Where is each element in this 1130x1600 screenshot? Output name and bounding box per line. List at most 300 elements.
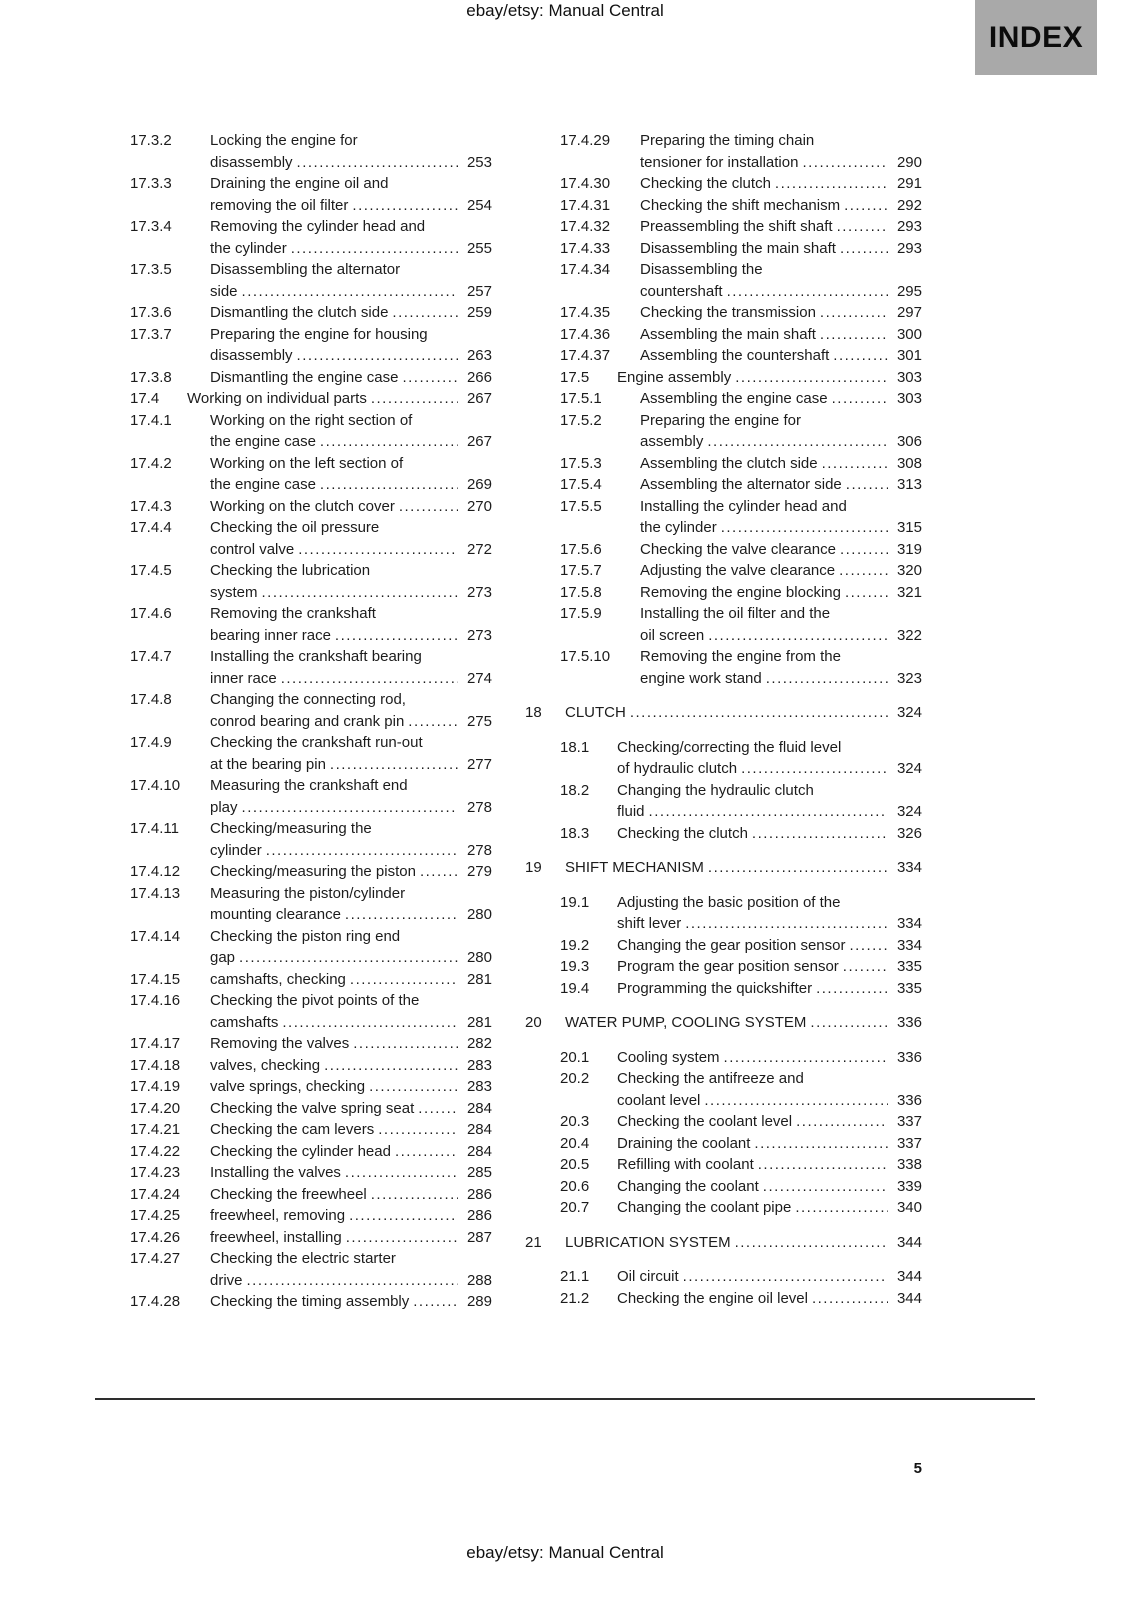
toc-entry-title: Checking/measuring the piston [210,863,416,880]
toc-entry-title: Working on the left section of [210,454,404,472]
toc-entry-line [640,195,922,217]
toc-entry-number: 17.5 [560,368,590,386]
toc-entry-number: 17.3.7 [130,325,172,343]
toc-entry-line [210,582,492,604]
dot-leader [795,1197,888,1219]
toc-entry-title: Checking the pivot points of the [210,992,420,1009]
dot-leader [763,1176,888,1198]
toc-entry [525,1176,922,1198]
toc-entry-title-block [617,367,922,389]
toc-entry-page: 273 [466,626,492,644]
dot-leader [820,302,888,324]
toc-entry-title: camshafts [210,1013,279,1031]
toc-entry-page: 295 [896,282,922,300]
toc-entry-page: 320 [896,562,922,579]
toc-entry-number: 17.4.20 [130,1099,181,1117]
toc-entry-title: Checking the electric starter [210,1250,396,1267]
toc-entry-line [210,904,492,926]
dot-leader [727,281,888,303]
toc-entry-title: Locking the engine for [210,132,358,149]
dot-leader [320,474,458,496]
toc-entry-page: 284 [466,1121,492,1138]
toc-entry-line [617,1266,922,1288]
toc-entry-title-block [210,130,492,173]
dot-leader [735,367,888,389]
toc-entry-number: 18 [525,704,542,721]
dot-leader [683,1266,888,1288]
toc-entry-number: 17.4.1 [130,411,172,429]
toc-entry-page: 344 [896,1289,922,1307]
dot-leader [758,1154,888,1176]
dot-leader [766,668,888,690]
toc-entry [95,883,492,926]
toc-entry [525,388,922,410]
dot-leader [844,195,888,217]
toc-entry [525,1068,922,1111]
toc-entry [95,388,492,410]
toc-entry [95,324,492,367]
toc-entry-title-block [617,1197,922,1219]
toc-entry-title: freewheel, removing [210,1207,346,1224]
toc-entry-line [210,431,492,453]
toc-entry-line [617,1154,922,1176]
toc-entry-title: Checking the shift mechanism [640,196,841,214]
dot-leader [353,1033,458,1055]
toc-entry-title-block [640,195,922,217]
toc-entry-title-block [617,978,922,1000]
toc-entry-line [210,1291,492,1313]
toc-entry-title: Changing the coolant pipe [617,1199,792,1216]
toc-entry [525,1288,922,1310]
toc-entry-number: 17.5.10 [560,648,611,665]
dot-leader [298,539,458,561]
toc-entry-number: 17.4.10 [130,777,181,794]
toc-entry-number: 17.3.2 [130,132,172,149]
toc-entry [525,892,922,935]
toc-entry [525,216,922,238]
toc-entry-title: of hydraulic clutch [617,760,738,777]
dot-leader [335,625,458,647]
toc-entry-number: 17.4.28 [130,1293,181,1310]
toc-entry-line [617,758,922,780]
toc-entry-title: Preparing the timing chain [640,132,815,149]
toc-entry-title: Installing the crankshaft bearing [210,648,422,665]
table-of-contents [95,130,922,1313]
toc-entry-page: 336 [896,1014,922,1031]
toc-entry [525,345,922,367]
toc-entry [95,861,492,883]
toc-entry-page: 306 [896,433,922,450]
toc-entry-page: 324 [896,760,922,777]
toc-entry-page: 334 [896,859,922,876]
toc-entry-line [210,797,492,819]
toc-entry-line [640,388,922,410]
toc-entry-page: 275 [466,712,492,730]
toc-entry-number: 17.3.6 [130,304,172,321]
toc-entry-title-block [640,130,922,173]
toc-entry-title: Checking the clutch [617,824,748,842]
toc-entry-page: 272 [466,540,492,558]
dot-leader [239,947,458,969]
toc-entry-line [210,1119,492,1141]
toc-entry-title: Working on the clutch cover [210,497,395,515]
dot-leader [704,1090,888,1112]
toc-entry [95,1184,492,1206]
toc-entry-title-block [210,689,492,732]
toc-entry-line [640,453,922,475]
toc-entry-page: 282 [466,1035,492,1052]
toc-entry-title: valve springs, checking [210,1078,366,1095]
toc-entry-line [640,646,922,668]
toc-entry-title-block [640,474,922,496]
toc-entry-title-block [640,173,922,195]
toc-entry-title: Refilling with coolant [617,1156,754,1173]
toc-entry-title-block [640,410,922,453]
toc-entry-title: shift lever [617,915,682,932]
toc-entry-title-block [210,1248,492,1291]
toc-entry-title-block [210,216,492,259]
toc-entry-number: 17.4.9 [130,734,172,751]
toc-entry-number: 17.4.25 [130,1207,181,1224]
toc-entry-number: 17.5.9 [560,605,602,622]
toc-entry [95,367,492,389]
toc-entry-title: Preassembling the shift shaft [640,218,833,235]
dot-leader [420,861,458,883]
toc-entry-line [210,689,492,711]
toc-entry-line [210,539,492,561]
toc-entry-page: 326 [896,824,922,842]
toc-entry-line [640,281,922,303]
toc-entry-title: Removing the engine from the [640,648,841,665]
toc-entry [525,453,922,475]
toc-entry-title: control valve [210,540,295,558]
toc-entry-page: 281 [466,1013,492,1031]
toc-entry-title: Removing the cylinder head and [210,218,426,235]
toc-entry-title-block [210,302,492,324]
toc-entry-line [210,861,492,883]
toc-entry-line [640,410,922,432]
dot-leader [330,754,458,776]
dot-leader [392,302,458,324]
toc-entry-title: drive [210,1271,243,1289]
toc-entry-number: 17.4.14 [130,927,181,945]
toc-entry-line [210,1270,492,1292]
dot-leader [402,367,458,389]
dot-leader [291,238,458,260]
toc-entry-number: 17.4.15 [130,970,181,988]
toc-entry [525,1047,922,1069]
toc-entry-line [617,1176,922,1198]
toc-entry-title-block [617,1068,922,1111]
toc-entry-line [210,668,492,690]
toc-entry [525,1111,922,1133]
toc-entry-line [617,737,922,759]
toc-entry-line [210,1076,492,1098]
dot-leader [775,173,888,195]
toc-entry-title-block [640,539,922,561]
footer-divider [95,1398,1035,1400]
toc-entry-line [617,1068,922,1090]
toc-entry-number: 17.4.27 [130,1250,181,1267]
toc-entry-title-block [617,1111,922,1133]
toc-entry [525,560,922,582]
toc-entry-title: Preparing the engine for housing [210,325,428,343]
toc-entry-title-block [210,926,492,969]
toc-entry-line [210,1162,492,1184]
dot-leader [822,453,888,475]
toc-entry-title-block [210,1076,492,1098]
toc-entry-title: at the bearing pin [210,755,326,773]
toc-entry-line [210,1141,492,1163]
toc-entry-line [640,130,922,152]
toc-entry-line [617,801,922,823]
toc-entry-title-block [210,1227,492,1249]
toc-entry-title-block [565,1232,922,1254]
toc-entry-page: 322 [896,626,922,644]
toc-entry-number: 17.5.1 [560,390,602,407]
toc-entry-title: Checking the engine oil level [617,1289,808,1307]
page-number: 5 [913,1460,922,1477]
toc-entry-page: 323 [896,669,922,687]
toc-entry-number: 20.1 [560,1048,590,1066]
toc-entry [525,1266,922,1288]
toc-entry-title: Changing the coolant [617,1177,759,1195]
toc-entry-line [617,367,922,389]
toc-entry [525,539,922,561]
toc-entry-title: system [210,583,258,601]
dot-leader [741,758,888,780]
toc-entry [525,259,922,302]
toc-entry-number: 17.4.35 [560,304,611,321]
toc-entry-page: 293 [896,218,922,235]
toc-entry-number: 17.4.13 [130,884,181,902]
toc-entry-number: 18.3 [560,824,590,842]
toc-entry-line [640,496,922,518]
toc-chapter-entry [525,702,922,724]
toc-entry-title: Draining the engine oil and [210,175,389,192]
dot-leader [369,1076,458,1098]
toc-entry-page: 336 [896,1091,922,1109]
toc-entry-number: 20 [525,1014,542,1031]
toc-entry-title-block [617,823,922,845]
toc-entry-line [210,238,492,260]
toc-entry-title-block [640,324,922,346]
toc-entry-line [640,238,922,260]
toc-entry [95,646,492,689]
toc-entry-title-block [640,560,922,582]
toc-entry [95,216,492,259]
toc-entry-line [617,1090,922,1112]
toc-entry-line [640,474,922,496]
toc-entry-number: 17.4.4 [130,519,172,536]
toc-entry-line [210,840,492,862]
toc-entry-title-block [210,259,492,302]
dot-leader [320,431,458,453]
toc-entry-line [210,926,492,948]
toc-entry [95,560,492,603]
toc-entry-title: Dismantling the engine case [210,368,399,386]
toc-entry-line [640,259,922,281]
toc-entry-title: gap [210,949,236,966]
toc-entry-line [617,1197,922,1219]
toc-entry-page: 284 [466,1099,492,1117]
toc-entry-page: 300 [896,325,922,343]
toc-entry-title-block [210,861,492,883]
toc-entry-title: Checking the lubrication [210,562,371,579]
toc-entry-line [640,517,922,539]
toc-entry-title-block [210,818,492,861]
dot-leader [399,496,458,518]
toc-entry-line [640,582,922,604]
toc-entry-title-block [617,737,922,780]
toc-entry-title-block [640,302,922,324]
toc-entry-line [210,1055,492,1077]
toc-entry [525,410,922,453]
dot-leader [796,1111,888,1133]
dot-leader [324,1055,458,1077]
toc-entry-title-block [640,238,922,260]
toc-entry-number: 17.3.4 [130,218,172,235]
toc-entry-number: 17.4.2 [130,454,172,472]
toc-entry-page: 274 [466,669,492,687]
toc-entry-page: 339 [896,1177,922,1195]
toc-entry-line [210,1012,492,1034]
toc-entry-line [640,324,922,346]
dot-leader [833,345,888,367]
toc-entry-title-block [210,173,492,216]
toc-entry-title-block [210,883,492,926]
toc-entry-title-block [210,775,492,818]
toc-entry-line [210,474,492,496]
toc-entry [525,130,922,173]
toc-entry [95,302,492,324]
dot-leader [752,823,888,845]
toc-entry-line [210,367,492,389]
dot-leader [812,1288,888,1310]
toc-entry [95,990,492,1033]
toc-entry-page: 315 [896,519,922,536]
toc-entry-title: WATER PUMP, COOLING SYSTEM [565,1014,807,1031]
toc-entry-title-block [617,780,922,823]
toc-entry-line [640,539,922,561]
toc-entry-title-block [640,453,922,475]
toc-entry-page: 340 [896,1199,922,1216]
toc-entry-page: 284 [466,1142,492,1160]
dot-leader [247,1270,458,1292]
toc-entry-title-block [640,496,922,539]
toc-entry-line [210,173,492,195]
dot-leader [685,913,888,935]
toc-entry-number: 17.4.16 [130,992,181,1009]
toc-entry-page: 334 [896,915,922,932]
toc-entry-page: 280 [466,949,492,966]
toc-entry-title-block [187,388,492,410]
toc-entry-title-block [210,603,492,646]
toc-entry-number: 17.5.7 [560,562,602,579]
toc-entry-title: Disassembling the main shaft [640,239,836,257]
toc-entry-page: 319 [896,540,922,558]
toc-entry-title: Removing the engine blocking [640,583,841,601]
toc-entry-page: 292 [896,196,922,214]
toc-entry-page: 286 [466,1185,492,1203]
toc-entry-title-block [565,702,922,724]
toc-entry-title: Cooling system [617,1048,720,1066]
toc-entry-number: 18.2 [560,781,590,799]
toc-entry-number: 17.4.17 [130,1035,181,1052]
toc-entry-title: Checking the piston ring end [210,927,401,945]
dot-leader [371,388,458,410]
toc-entry-page: 255 [466,239,492,257]
toc-entry-page: 279 [466,863,492,880]
dot-leader [297,345,458,367]
toc-entry-title: countershaft [640,282,723,300]
toc-entry-page: 283 [466,1056,492,1074]
toc-entry-line [210,883,492,905]
toc-entry [525,496,922,539]
toc-entry-line [210,711,492,733]
toc-entry-line [210,302,492,324]
toc-entry-number: 21.2 [560,1289,590,1307]
toc-entry-line [210,732,492,754]
toc-entry-title: Checking/measuring the [210,820,372,837]
dot-leader [845,582,888,604]
toc-entry-line [210,947,492,969]
toc-entry [95,496,492,518]
toc-entry-number: 18.1 [560,738,590,756]
toc-entry-line [640,560,922,582]
toc-entry-number: 19 [525,859,542,876]
toc-entry [95,1033,492,1055]
toc-entry [95,259,492,302]
dot-leader [266,840,458,862]
toc-entry-number: 17.4.21 [130,1121,181,1138]
toc-entry-number: 17.4 [130,390,160,407]
toc-entry-page: 287 [466,1228,492,1246]
toc-entry-number: 19.4 [560,979,590,997]
dot-leader [721,517,888,539]
toc-entry-line [640,345,922,367]
toc-entry-title: the engine case [210,476,316,493]
toc-entry-title-block [210,1055,492,1077]
toc-entry-title: Checking the transmission [640,304,816,321]
toc-entry-page: 267 [466,390,492,407]
toc-entry [525,823,922,845]
dot-leader [345,1162,458,1184]
toc-entry-page: 301 [896,347,922,364]
toc-entry-title-block [210,410,492,453]
toc-entry-number: 17.5.2 [560,411,602,429]
toc-entry-title: Checking the valve clearance [640,540,836,558]
toc-entry-title-block [210,990,492,1033]
dot-leader [850,935,889,957]
toc-entry-number: 17.4.19 [130,1078,181,1095]
toc-entry-title: Checking the cylinder head [210,1142,391,1160]
toc-entry-page: 278 [466,841,492,859]
toc-entry-line [210,453,492,475]
toc-entry-title-block [640,582,922,604]
toc-entry-line [640,625,922,647]
toc-entry-title-block [210,1119,492,1141]
toc-entry-title: Removing the valves [210,1035,350,1052]
toc-entry-line [640,668,922,690]
toc-entry [95,517,492,560]
toc-entry-title: mounting clearance [210,906,341,923]
toc-entry-page: 293 [896,239,922,257]
dot-leader [395,1141,458,1163]
toc-entry-title: Disassembling the [640,261,763,278]
toc-entry-title-block [210,732,492,775]
toc-entry [95,173,492,216]
